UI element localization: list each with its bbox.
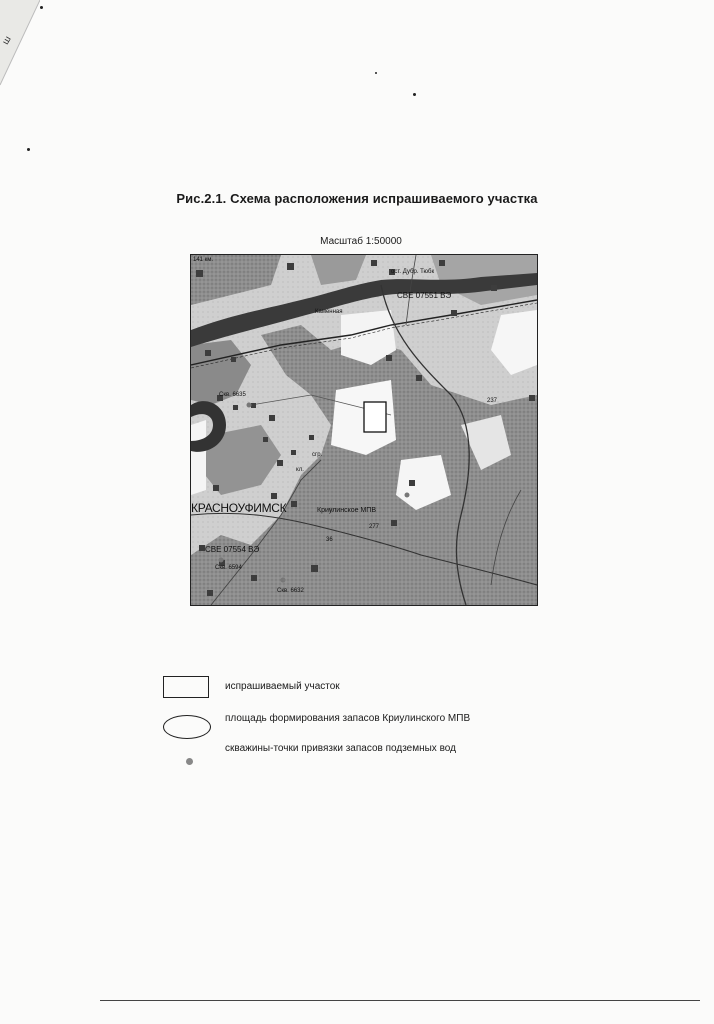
- legend-oval-symbol: [163, 715, 211, 739]
- scan-speck: [27, 148, 30, 151]
- map-label-km: 141 км.: [193, 257, 214, 263]
- legend-wells-label: скважины-точки привязки запасов подземных вод: [225, 743, 456, 754]
- map-label-well-6635: Скв. 6635: [219, 392, 246, 398]
- scan-speck: [413, 93, 416, 96]
- map-label-license-1: СВЕ 07551 ВЭ: [397, 291, 452, 300]
- legend-rectangle-symbol: [163, 676, 209, 698]
- bottom-edge-line: [100, 1000, 700, 1001]
- map-label-height-36: 36: [326, 537, 333, 543]
- map-label-deposit: Криулинское МПВ: [317, 507, 376, 514]
- map-label-height-277: 277: [369, 524, 380, 530]
- svg-text:ш: ш: [0, 34, 14, 47]
- legend-well-dot-symbol: [186, 758, 193, 765]
- folded-corner: [0, 0, 40, 90]
- map-label-cemetery: кл.: [296, 467, 304, 473]
- map-label-license-2: СВЕ 07554 ВЭ: [205, 545, 260, 554]
- scan-speck: [375, 72, 377, 74]
- scale-label: Масштаб 1:50000: [320, 236, 402, 247]
- map-label-height-237: 237: [487, 398, 498, 404]
- location-map: [190, 254, 538, 606]
- map-label-stop: ост. Дубр. Тюбк: [391, 269, 435, 275]
- legend-reserves-area-label: площадь формирования запасов Криулинского МПВ: [225, 713, 471, 724]
- map-label-kamennaya: Каменная: [315, 309, 343, 315]
- scan-speck: [40, 6, 43, 9]
- map-label-sr: сгр.: [312, 452, 323, 458]
- map-label-well-6594: Скв. 6594: [215, 565, 242, 571]
- map-label-city: КРАСНОУФИМСК: [191, 501, 287, 515]
- figure-title: Рис.2.1. Схема расположения испрашиваемого участка: [176, 191, 538, 206]
- legend-requested-plot-label: испрашиваемый участок: [225, 681, 340, 692]
- map-label-well-6632: Скв. 6632: [277, 588, 304, 594]
